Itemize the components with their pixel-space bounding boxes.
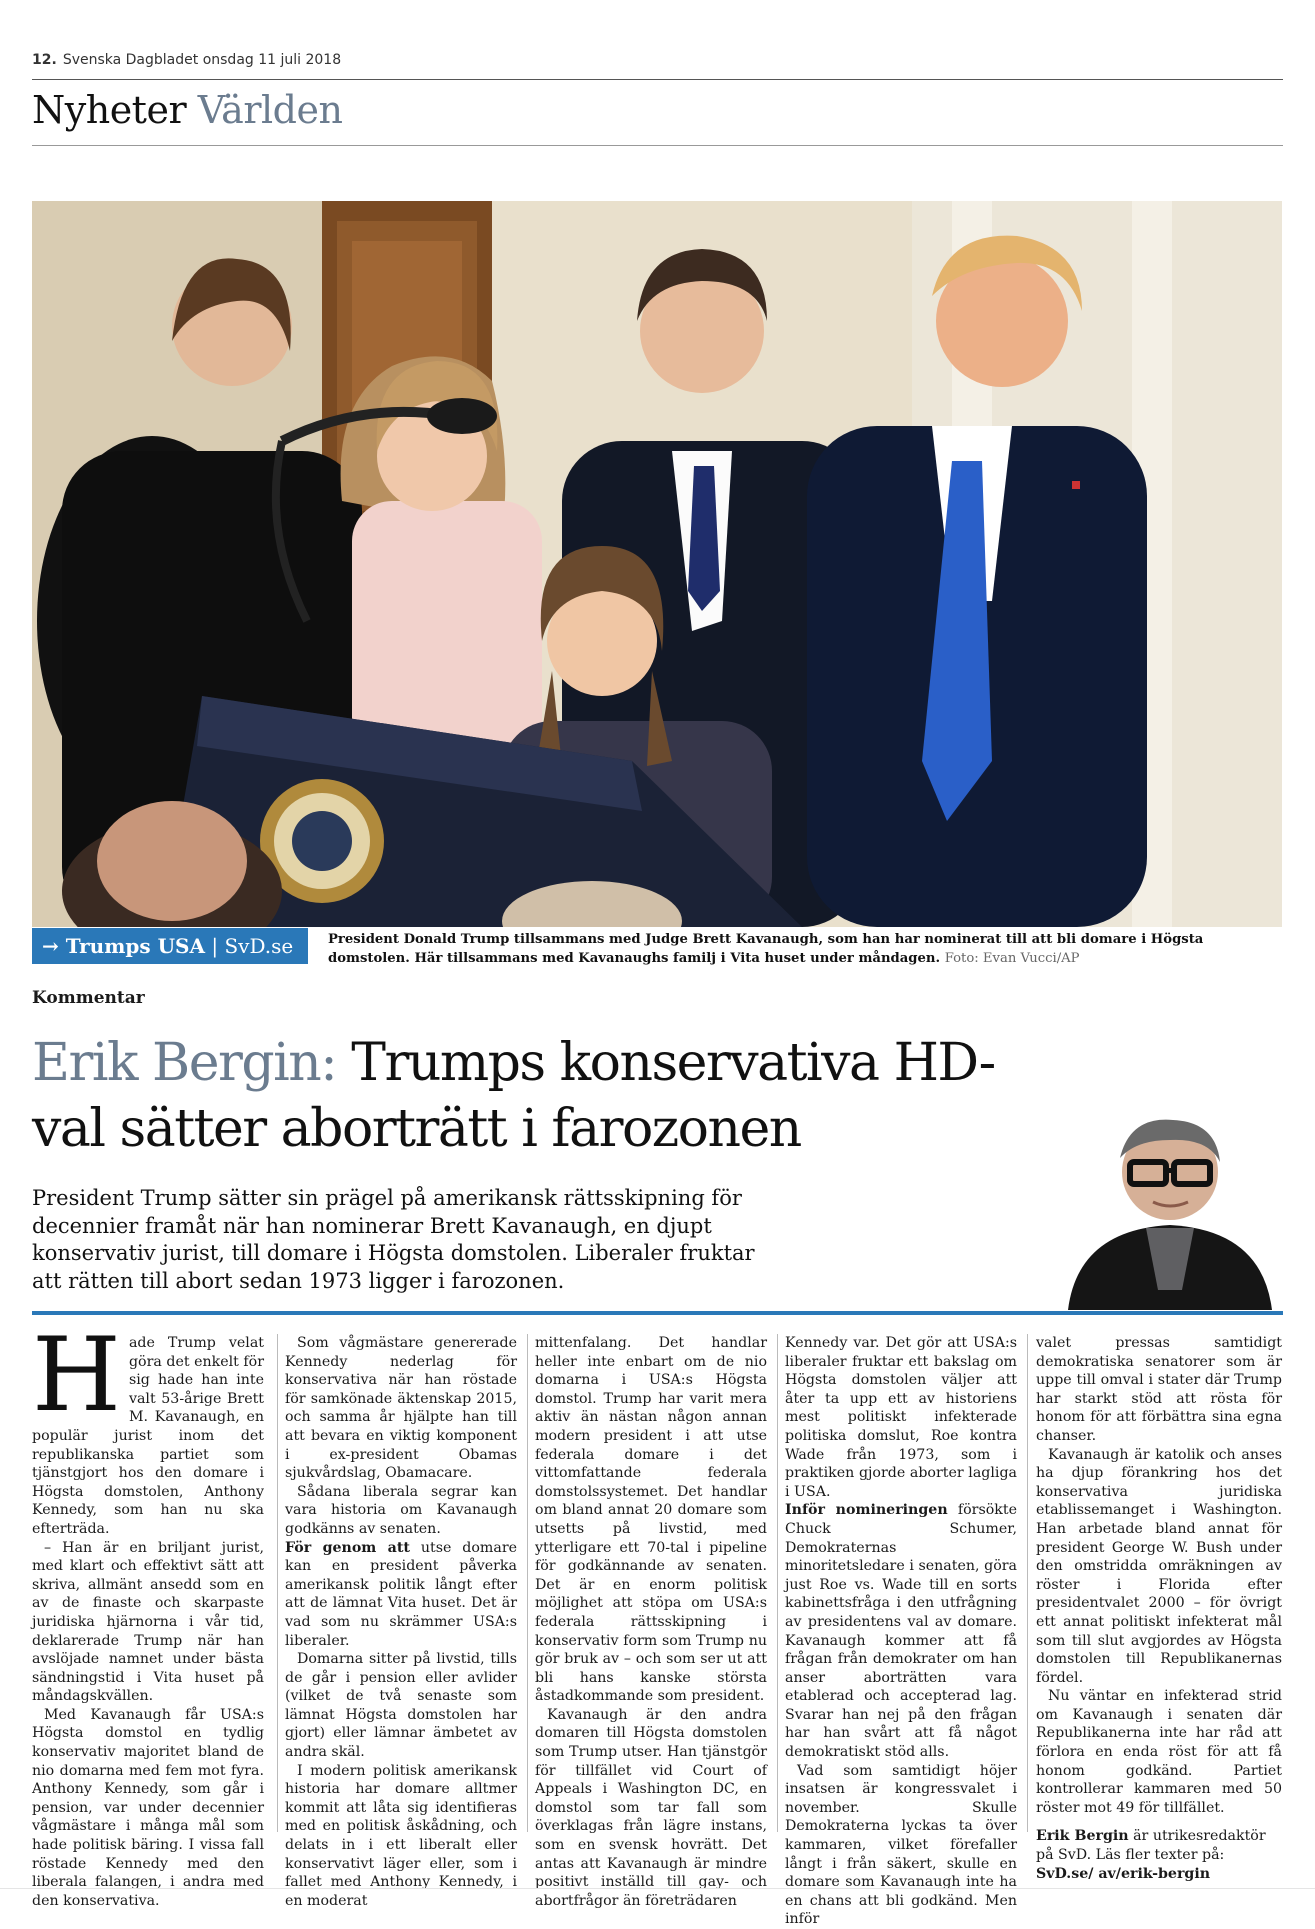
author-portrait [1058,1110,1282,1310]
author-note [1036,1827,1282,1883]
page-number: 12. [32,52,57,68]
headline-byline: Erik Bergin: [32,1033,337,1093]
tag-site-link[interactable]: SvD.se [224,934,294,958]
body-paragraph: Nu väntar en infekterad strid om Kavanaugh i senaten där Republikanerna inte har råd att förlora en enda röst för att få honom godkänd. Partiet kontrollerar kammaren med 50 röster mot 49 för tillfället. [1036,1688,1282,1816]
body-paragraph [285,1539,517,1651]
lead-photo-illustration [32,201,1282,927]
body-paragraph: Kavanaugh är katolik och anses ha djup förankring hos det konservativa juridiska etablissemanget i Washington. Han arbetade bland annat för president George W. Bush under den omstridda omräkningen av röster i Florida efter presidentvalet 2000 – för övrigt ett annat politiskt infekterat mål som till slut avgjordes av Högsta domstolen till Republikanernas fördel. [1036,1446,1282,1686]
body-paragraph [785,1501,1017,1761]
caption-text: President Donald Trump tillsammans med Judge Brett Kavanaugh, som han har nominerat till att bli domare i Högsta domstolen. Här tillsammans med Kavanaughs familj i Vita huset under måndagen. [328,932,1204,966]
article-column-5 [1036,1334,1282,1883]
column-divider [527,1334,528,1832]
publication-line: Svenska Dagbladet onsdag 11 juli 2018 [62,52,342,68]
subhead-lead: Inför nomineringen [785,1502,948,1519]
column-divider [1027,1334,1028,1832]
article-column-4 [785,1334,1017,1929]
body-paragraph: mittenfalang. Det handlar heller inte enbart om de nio domarna i USA:s Högsta domstol. Trump har varit mera aktiv än nästan någon annan modern president i att utse federala domare i det vittomfattande federala domstolssystemet. Det handlar om bland annat 20 domare som utsetts på livstid, med ytterligare ett 70-tal i pipeline för godkännande av senaten. Det är en enorm politisk möjlighet att stöpa om USA:s federala rättsskipning i konservativ form som Trump nu gör bruk av – och som ser ut att bli hans kanske största åstadkommande som president. [535,1335,767,1705]
body-text: försökte Chuck Schumer, Demokraternas minoritetsledare i senaten, göra just Roe vs. Wade till en sorts kabinettsfråga i den utfrågning av presidentens val av domare. Kavanaugh kommer att få frågan från demokrater om han anser aborträtten vara etablerad och accepterad lag. Svarar han nej på den frågan har han svårt att få något demokratiskt stöd alls. [785,1502,1017,1761]
body-paragraph: Kennedy var. Det gör att USA:s liberaler fruktar ett bakslag om Högsta domstolen väljer att åter ta upp ett av historiens mest politiskt infekterade politiska domslut, Roe kontra Wade från 1973, som i praktiken gjorde aborter lagliga i USA. [785,1335,1017,1500]
section-name: Nyheter [32,88,187,132]
subhead-lead: För genom att [285,1539,410,1556]
headline-text: Trumps konservativa HD-val sätter aborträtt i farozonen [32,1033,995,1159]
tag-separator: | [205,934,225,958]
article-column-2 [285,1334,517,1910]
drop-cap: H [32,1316,121,1435]
author-link[interactable]: SvD.se/ av/erik-bergin [1036,1865,1211,1882]
trumps-usa-tag[interactable] [32,928,308,964]
page-bottom-rule [0,1888,1315,1889]
body-paragraph: Med Kavanaugh får USA:s Högsta domstol en tydlig konservativ majoritet bland de nio domarna med fem mot fyra. Anthony Kennedy, som går i pension, var under decennier vågmästare i många mål som hade politisk bäring. I vissa fall röstade Kennedy med den liberala falangen, i andra med den konservativa. [32,1706,264,1909]
body-paragraph: Kavanaugh är den andra domaren till Högsta domstolen som Trump utser. Han tjänstgör för tillfället vid Court of Appeals i Washington DC, en domstol som tar fall som överklagas från lägre instans, som en svensk hovrätt. Det antas att Kavanaugh är mindre positivt inställd till gay- och abortfrågor än företrädaren [535,1706,767,1909]
body-paragraph: – Han är en briljant jurist, med klart och effektivt sätt att skriva, allmänt ansedd som en av de finaste och skarpaste juridiska hjärnorna i vår tid, deklarerade Trump när han avslöjade namnet under bästa sändningstid i Vita huset på måndagskvällen. [32,1539,264,1705]
subsection-name: Världen [197,88,343,132]
body-paragraph: ade Trump velat göra det enkelt för sig hade han inte valt 53-årige Brett M. Kavanaugh, en populär jurist inom det republikanska partiet som tjänstgjort hos den domare i Högsta domstolen, Anthony Kennedy, som han nu ska efterträda. [32,1335,264,1537]
top-rule [32,79,1283,80]
body-paragraph: Sådana liberala segrar kan vara historia om Kavanaugh godkänns av senaten. [285,1483,517,1537]
article-column-1 [32,1316,264,1910]
tag-label: → Trumps USA [42,934,205,958]
column-divider [777,1334,778,1832]
body-paragraph: Vad som samtidigt höjer insatsen är kongressvalet i november. Skulle Demokraterna lyckas ta över kammaren, vilket förefaller långt i från säkert, skulle en domare som Kavanaugh inte ha en chans att bli godkänd. Men inför [785,1762,1017,1928]
article-rule [32,1311,1283,1315]
author-bio: är utrikesredaktör på SvD. Läs fler texter på: [1036,1828,1266,1864]
body-text: utse domare kan en president påverka amerikansk politik långt efter att de lämnat Vita huset. Det är vad som nu skrämmer USA:s liberaler. [285,1539,517,1649]
kicker: Kommentar [32,988,145,1008]
author-portrait-illustration [1058,1110,1282,1310]
lead-paragraph: President Trump sätter sin prägel på amerikansk rättsskipning för decennier framåt när han nominerar Brett Kavanaugh, en djupt konservativ jurist, till domare i Högsta domstolen. Liberaler fruktar att rätten till abort sedan 1973 ligger i farozonen. [32,1186,755,1293]
section-rule [32,145,1283,146]
folio [32,52,341,68]
photo-credit: Foto: Evan Vucci/AP [944,951,1080,966]
body-paragraph: valet pressas samtidigt demokratiska senatorer som är uppe till omval i stater där Trump har starkt stöd att rösta för honom för att förbättra sina egna chanser. [1036,1335,1282,1444]
photo-caption [328,930,1278,968]
headline [32,1030,1032,1162]
lead-photo [32,201,1282,927]
section-heading [32,88,342,132]
body-paragraph: Som vågmästare genererade Kennedy nederlag för konservativa när han röstade för samkönade äktenskap 2015, och samma år hjälpte han till att bevara en viktig komponent i ex-president Obamas sjukvårdslag, Obamacare. [285,1335,517,1482]
body-paragraph: Domarna sitter på livstid, tills de går i pension eller avlider (vilket de två senaste som lämnat Högsta domstolen har gjort) eller lämnar ämbetet av andra skäl. [285,1651,517,1761]
column-divider [277,1334,278,1832]
article-column-3 [535,1334,767,1910]
body-paragraph: I modern politisk amerikansk historia har domare alltmer kommit att låta sig identifieras med en politisk åskådning, och delats in i ett liberalt eller konservativt läger eller, som i fallet med Anthony Kennedy, i en moderat [285,1762,517,1909]
author-name: Erik Bergin [1036,1828,1129,1845]
